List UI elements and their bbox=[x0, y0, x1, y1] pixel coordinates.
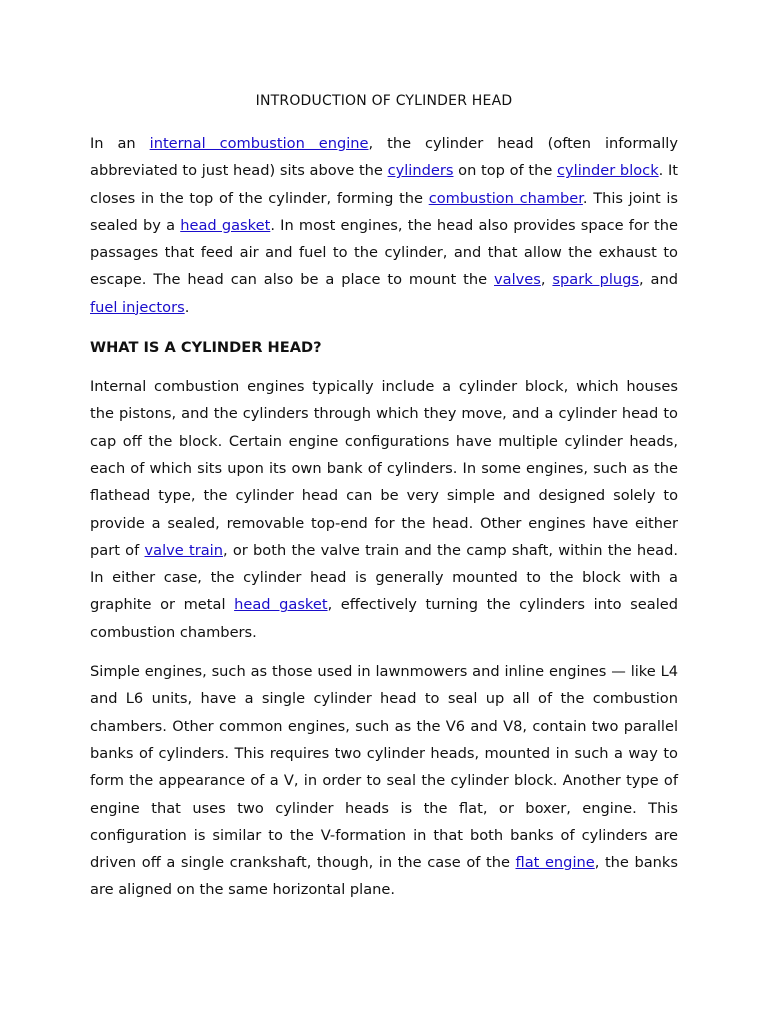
text-run: , the cylinder head (often informally abbreviated to just head) sits above the bbox=[90, 135, 678, 180]
text-run: . In most engines, the head also provides space for the passages that feed air and fuel to the cylinder, and that allow the exhaust to escape. The head can also be a place to mount the bbox=[90, 216, 679, 289]
text-run: . bbox=[184, 298, 190, 316]
text-run: Internal combustion engines typically include a cylinder block, which houses the pistons, and the cylinders through which they move, and a cylinder head to cap off the block. Certain engine configurations have multiple cylinder heads, each of which sits upon its own bank of cylinders. In some engines, such as the flathead type, the cylinder head can be very simple and designed solely to provide a sealed, removable top-end for the head. Other engines have either part of bbox=[90, 378, 678, 559]
body-paragraph-1 bbox=[90, 373, 678, 646]
link-cylinders[interactable]: cylinders bbox=[387, 162, 454, 180]
section-heading: WHAT IS A CYLINDER HEAD? bbox=[90, 339, 322, 357]
link-flat-engine[interactable]: flat engine bbox=[515, 854, 595, 872]
link-valve-train[interactable]: valve train bbox=[144, 541, 223, 559]
text-run: . This joint is sealed by a bbox=[90, 189, 679, 234]
paragraph-spacer bbox=[90, 646, 678, 658]
link-cylinder-block[interactable]: cylinder block bbox=[556, 162, 659, 180]
text-run: , bbox=[540, 271, 553, 289]
page-title: INTRODUCTION OF CYLINDER HEAD bbox=[255, 93, 513, 109]
text-run: , the banks are aligned on the same horizontal plane. bbox=[90, 854, 678, 899]
intro-paragraph bbox=[90, 130, 678, 321]
link-spark-plugs[interactable]: spark plugs bbox=[552, 271, 640, 289]
body-paragraph-2 bbox=[90, 658, 678, 904]
link-head-gasket[interactable]: head gasket bbox=[180, 216, 271, 234]
text-run: In an bbox=[90, 135, 150, 152]
text-run: , effectively turning the cylinders into sealed combustion chambers. bbox=[90, 596, 678, 641]
link-fuel-injectors[interactable]: fuel injectors bbox=[90, 298, 185, 316]
text-run: on top of the bbox=[453, 162, 557, 180]
text-run: . It closes in the top of the cylinder, forming the bbox=[90, 162, 679, 207]
link-head-gasket-2[interactable]: head gasket bbox=[234, 596, 328, 614]
text-run: Simple engines, such as those used in lawnmowers and inline engines — like L4 and L6 units, have a single cylinder head to seal up all of the combustion chambers. Other common engines, such as the V6 and V8, contain two parallel banks of cylinders. This requires two cylinder heads, mounted in such a way to form the appearance of a V, in order to seal the cylinder block. Another type of engine that uses two cylinder heads is the flat, or boxer, engine. This configuration is similar to the V-formation in that both banks of cylinders are driven off a single crankshaft, though, in the case of the bbox=[90, 663, 678, 872]
text-run: , and bbox=[639, 271, 679, 289]
link-internal-combustion-engine[interactable]: internal combustion engine bbox=[149, 135, 369, 152]
link-valves[interactable]: valves bbox=[494, 271, 541, 289]
text-run: , or both the valve train and the camp shaft, within the head. In either case, the cylinder head is generally mounted to the block with a graphite or metal bbox=[90, 541, 679, 614]
link-combustion-chamber[interactable]: combustion chamber bbox=[428, 189, 583, 207]
